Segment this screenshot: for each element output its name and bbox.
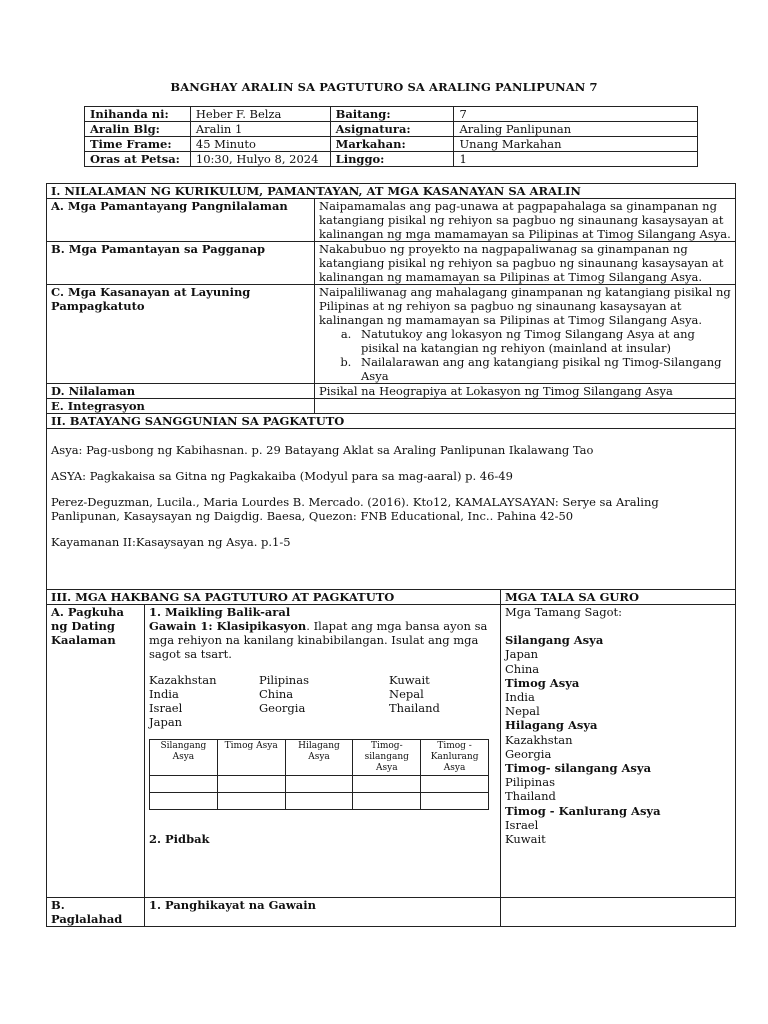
answer-cell[interactable]: [353, 776, 421, 793]
info-value: 7: [454, 107, 698, 122]
row-integrasyon: [47, 399, 736, 414]
country-item: Israel: [149, 701, 183, 715]
text-kasanayan: Naipaliliwanag ang mahalagang ginampanan ng katangiang pisikal ng Pilipinas at ng rehiyon sa pagbuo ng sinaunang kasaysayan at kalinangan ng mamamayan sa Pilipinas at Timog Silangang Asya.: [319, 285, 731, 327]
label-integrasyon: E. Integrasyon: [47, 399, 315, 414]
paglalahad-step1: 1. Panghikayat na Gawain: [145, 898, 501, 927]
info-label: Markahan:: [330, 137, 454, 152]
gawain-title: Gawain 1: Klasipikasyon: [149, 619, 307, 633]
country-item: Thailand: [389, 701, 440, 715]
info-value: Heber F. Belza: [190, 107, 330, 122]
label-pamantayan-pagganap: B. Mga Pamantayan sa Pagganap: [47, 242, 315, 285]
info-label: Inihanda ni:: [85, 107, 191, 122]
step1-title: 1. Maikling Balik-aral: [149, 605, 291, 619]
row-nilalaman: [47, 384, 736, 399]
row-pamantayang-pangnilalaman: [47, 199, 736, 242]
objectives-list: [319, 327, 731, 383]
paglalahad-notes: [501, 898, 736, 927]
notes-answer: India: [505, 690, 535, 705]
text-nilalaman: Pisikal na Heograpiya at Lokasyon ng Timog Silangang Asya: [315, 384, 736, 399]
notes-answer: Israel: [505, 817, 539, 832]
step2-title: 2. Pidbak: [149, 832, 210, 846]
notes-answer: Japan: [505, 647, 539, 662]
reference-item: Kayamanan II:Kasaysayan ng Asya. p.1-5: [51, 535, 291, 549]
country-item: China: [259, 687, 294, 701]
classification-row: [150, 793, 489, 810]
reference-item: Perez-Deguzman, Lucila., Maria Lourdes B. Mercado. (2016). Kto12, KAMALAYSAYAN: Serye sa Araling Panlipunan, Kasaysayan ng Daigdig. Baesa, Quezon: FNB Educational, Inc.. Pahina 42-50: [51, 495, 659, 523]
lesson-plan-table: [46, 183, 736, 927]
text-pamantayan-pagganap: Nakabubuo ng proyekto na nagpapaliwanag sa ginampanan ng katangiang pisikal ng rehiyon sa pagbuo ng sinaunang kasaysayan at kalinangan ng mamamayan sa Pilipinas at Timog Silangang Asya.: [315, 242, 736, 285]
references-cell: [47, 429, 736, 590]
gawain-text: . Ilapat ang mga bansa ayon sa mga rehiyon na kanilang kinabibilangan. Isulat ang mga sagot sa tsart.: [149, 619, 488, 661]
notes-answer: Kuwait: [505, 832, 546, 847]
info-row: [85, 152, 698, 167]
notes-heading: MGA TALA SA GURO: [501, 590, 736, 605]
row-kasanayan: [47, 285, 736, 384]
info-value: 1: [454, 152, 698, 167]
text-integrasyon: [315, 399, 736, 414]
country-item: Nepal: [389, 687, 424, 701]
classification-header: Hilagang Asya: [285, 740, 353, 776]
cell-kasanayan: [315, 285, 736, 384]
info-label: Asignatura:: [330, 122, 454, 137]
info-table: [84, 106, 698, 167]
classification-chart: [149, 739, 489, 810]
info-label: Baitang:: [330, 107, 454, 122]
info-value: 10:30, Hulyo 8, 2024: [190, 152, 330, 167]
notes-group-title: Timog - Kanlurang Asya: [505, 803, 661, 818]
label-paglalahad: B. Paglalahad: [47, 898, 145, 927]
country-item: Kazakhstan: [149, 673, 217, 687]
country-item: Kuwait: [389, 673, 430, 687]
answer-cell[interactable]: [353, 793, 421, 810]
gawain-instruction: [149, 619, 496, 661]
country-list: [149, 673, 496, 729]
classification-header: Timog-silangang Asya: [353, 740, 421, 776]
section1-heading-row: [47, 184, 736, 199]
row-references: [47, 429, 736, 590]
section2-heading-row: [47, 414, 736, 429]
country-item: India: [149, 687, 179, 701]
notes-answer: Nepal: [505, 704, 540, 719]
notes-intro: Mga Tamang Sagot:: [505, 605, 622, 619]
text-pamantayang-pangnilalaman: Naipamamalas ang pag-unawa at pagpapahalaga sa ginampanan ng katangiang pisikal ng rehiyon sa pagbuo ng sinaunang kasaysayan at kalinangan ng mga mamamayan sa Pilipinas at Timog Silangang Asya.: [315, 199, 736, 242]
info-label: Time Frame:: [85, 137, 191, 152]
answer-cell[interactable]: [150, 776, 218, 793]
notes-answer: Georgia: [505, 746, 552, 761]
info-value: Aralin 1: [190, 122, 330, 137]
section2-heading: II. BATAYANG SANGGUNIAN SA PAGKATUTO: [47, 414, 736, 429]
info-label: Oras at Petsa:: [85, 152, 191, 167]
info-row: [85, 137, 698, 152]
answer-cell[interactable]: [150, 793, 218, 810]
answer-cell[interactable]: [217, 793, 285, 810]
section3-heading-row: [47, 590, 736, 605]
objective-item: a. Natutukoy ang lokasyon ng Timog Silangang Asya at ang pisikal na katangian ng rehiyon (mainland at insular): [355, 327, 731, 355]
classification-header-row: [150, 740, 489, 776]
info-row: [85, 122, 698, 137]
section3-heading: III. MGA HAKBANG SA PAGTUTURO AT PAGKATUTO: [47, 590, 501, 605]
country-item: Japan: [149, 715, 183, 729]
reference-item: Asya: Pag-usbong ng Kabihasnan. p. 29 Batayang Aklat sa Araling Panlipunan Ikalawang Tao: [51, 443, 594, 457]
notes-answer: Pilipinas: [505, 775, 555, 790]
answer-cell[interactable]: [421, 776, 489, 793]
notes-answer: Thailand: [505, 789, 556, 804]
answer-cell[interactable]: [421, 793, 489, 810]
notes-group-title: Hilagang Asya: [505, 718, 598, 733]
objective-item: b. Nailalarawan ang ang katangiang pisikal ng Timog-Silangang Asya: [355, 355, 731, 383]
notes-group-title: Silangang Asya: [505, 633, 604, 648]
notes-group-title: Timog Asya: [505, 675, 580, 690]
row-paglalahad: [47, 898, 736, 927]
activity-cell: [145, 605, 501, 898]
section1-heading: I. NILALAMAN NG KURIKULUM, PAMANTAYAN, AT MGA KASANAYAN SA ARALIN: [47, 184, 736, 199]
classification-row: [150, 776, 489, 793]
country-item: Pilipinas: [259, 673, 309, 687]
label-pamantayang-pangnilalaman: A. Mga Pamantayang Pangnilalaman: [47, 199, 315, 242]
notes-answer: Kazakhstan: [505, 732, 573, 747]
country-item: Georgia: [259, 701, 306, 715]
info-value: Araling Panlipunan: [454, 122, 698, 137]
answer-cell[interactable]: [285, 793, 353, 810]
info-value: Unang Markahan: [454, 137, 698, 152]
answer-cell[interactable]: [217, 776, 285, 793]
reference-item: ASYA: Pagkakaisa sa Gitna ng Pagkakaiba (Modyul para sa mag-aaral) p. 46-49: [51, 469, 513, 483]
label-pagkuha: A. Pagkuha ng Dating Kaalaman: [47, 605, 145, 898]
notes-answer: China: [505, 661, 540, 676]
classification-header: Timog - Kanlurang Asya: [421, 740, 489, 776]
classification-header: Timog Asya: [217, 740, 285, 776]
info-row: [85, 107, 698, 122]
label-kasanayan: C. Mga Kasanayan at Layuning Pampagkatuto: [47, 285, 315, 384]
classification-header: Silangang Asya: [150, 740, 218, 776]
label-nilalaman: D. Nilalaman: [47, 384, 315, 399]
info-label: Linggo:: [330, 152, 454, 167]
row-pagkuha: [47, 605, 736, 898]
answer-cell[interactable]: [285, 776, 353, 793]
info-label: Aralin Blg:: [85, 122, 191, 137]
teacher-notes: [501, 605, 736, 898]
info-value: 45 Minuto: [190, 137, 330, 152]
notes-group-title: Timog- silangang Asya: [505, 761, 652, 776]
document-title: BANGHAY ARALIN SA PAGTUTURO SA ARALING PANLIPUNAN 7: [170, 80, 598, 94]
row-pamantayan-pagganap: [47, 242, 736, 285]
